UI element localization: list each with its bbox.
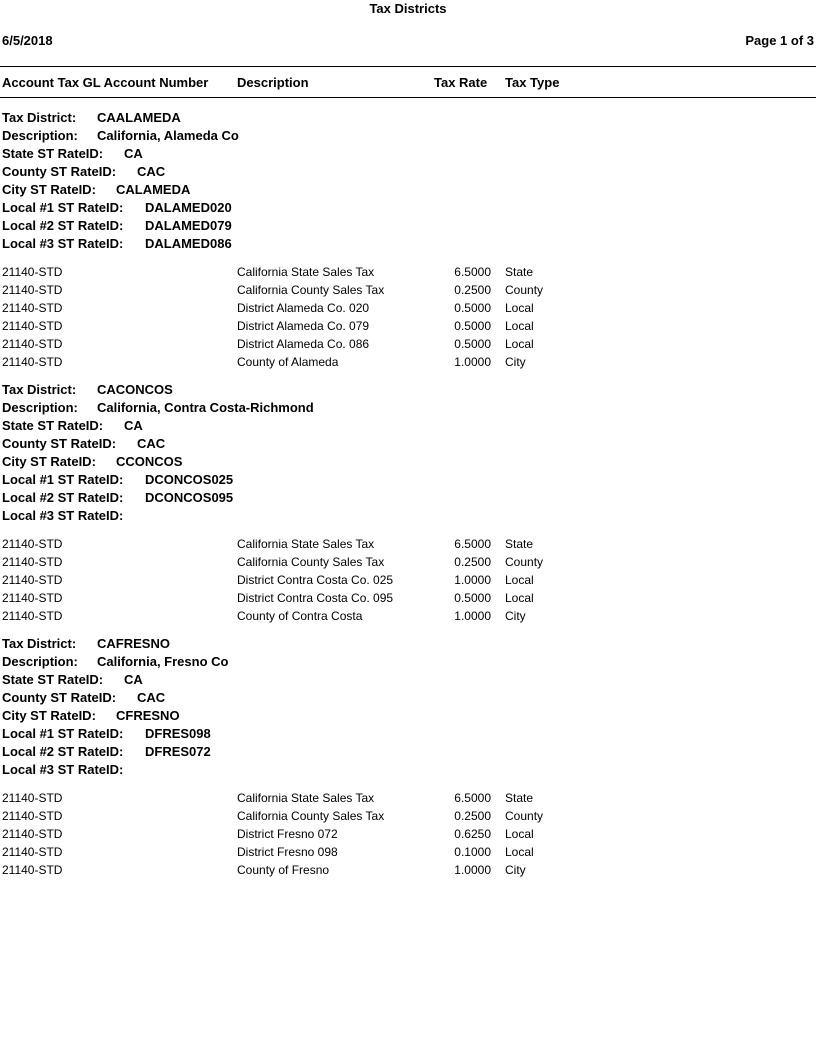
cell-description: County of Alameda <box>237 355 339 369</box>
district-field-city <box>2 707 814 725</box>
field-value: DALAMED020 <box>145 200 232 215</box>
district-block <box>2 109 814 381</box>
field-label: Local #2 ST RateID: <box>2 744 124 759</box>
cell-type: Local <box>505 319 534 333</box>
field-label: State ST RateID: <box>2 672 104 687</box>
district-field-local1 <box>2 725 814 743</box>
district-field-district <box>2 109 814 127</box>
cell-account: 21140-STD <box>2 301 63 315</box>
cell-account: 21140-STD <box>2 809 63 823</box>
field-value: CAC <box>137 436 166 451</box>
field-label: Tax District: <box>2 382 77 397</box>
district-block <box>2 381 814 635</box>
field-label: State ST RateID: <box>2 418 104 433</box>
field-label: Tax District: <box>2 110 77 125</box>
col-header-rate: Tax Rate <box>434 75 488 90</box>
field-value: CAC <box>137 690 166 705</box>
cell-description: District Alameda Co. 079 <box>237 319 370 333</box>
cell-account: 21140-STD <box>2 573 63 587</box>
cell-type: Local <box>505 573 534 587</box>
cell-rate: 0.5000 <box>454 337 491 351</box>
cell-description: District Contra Costa Co. 025 <box>237 573 394 587</box>
district-field-district <box>2 635 814 653</box>
table-row <box>2 299 814 317</box>
cell-rate: 0.5000 <box>454 591 491 605</box>
cell-type: State <box>505 791 534 805</box>
cell-account: 21140-STD <box>2 537 63 551</box>
district-field-local3 <box>2 235 814 253</box>
table-row <box>2 263 814 281</box>
cell-type: City <box>505 609 526 623</box>
cell-rate: 1.0000 <box>454 609 491 623</box>
field-label: City ST RateID: <box>2 708 96 723</box>
district-field-local2 <box>2 489 814 507</box>
cell-rate: 0.5000 <box>454 319 491 333</box>
table-row <box>2 607 814 625</box>
col-header-type: Tax Type <box>505 75 560 90</box>
field-value: DFRES072 <box>145 744 211 759</box>
cell-description: District Alameda Co. 086 <box>237 337 370 351</box>
field-label: City ST RateID: <box>2 454 96 469</box>
page-number: Page 1 of 3 <box>745 33 814 48</box>
field-value: CCONCOS <box>116 454 183 469</box>
cell-type: City <box>505 863 526 877</box>
cell-rate: 6.5000 <box>454 791 491 805</box>
cell-type: Local <box>505 591 534 605</box>
district-field-description <box>2 127 814 145</box>
field-value: DCONCOS095 <box>145 490 234 505</box>
cell-description: District Contra Costa Co. 095 <box>237 591 394 605</box>
cell-rate: 0.6250 <box>454 827 491 841</box>
cell-type: City <box>505 355 526 369</box>
table-row <box>2 317 814 335</box>
cell-account: 21140-STD <box>2 827 63 841</box>
cell-description: California State Sales Tax <box>237 265 375 279</box>
field-label: Description: <box>2 400 78 415</box>
field-value: CA <box>124 146 143 161</box>
cell-description: California State Sales Tax <box>237 537 375 551</box>
cell-type: County <box>505 809 544 823</box>
field-value: CFRESNO <box>116 708 180 723</box>
field-value: DCONCOS025 <box>145 472 234 487</box>
cell-account: 21140-STD <box>2 591 63 605</box>
cell-type: County <box>505 283 544 297</box>
table-row <box>2 335 814 353</box>
field-value: CA <box>124 672 143 687</box>
cell-type: Local <box>505 301 534 315</box>
field-label: City ST RateID: <box>2 182 96 197</box>
cell-rate: 0.1000 <box>454 845 491 859</box>
report-title: Tax Districts <box>369 1 447 16</box>
district-field-description <box>2 653 814 671</box>
cell-rate: 1.0000 <box>454 355 491 369</box>
table-row <box>2 861 814 879</box>
district-field-description <box>2 399 814 417</box>
district-field-district <box>2 381 814 399</box>
cell-rate: 6.5000 <box>454 265 491 279</box>
cell-account: 21140-STD <box>2 355 63 369</box>
field-value: CAFRESNO <box>97 636 170 651</box>
district-field-city <box>2 181 814 199</box>
district-field-city <box>2 453 814 471</box>
cell-type: State <box>505 537 534 551</box>
cell-description: County of Fresno <box>237 863 330 877</box>
field-value: California, Contra Costa-Richmond <box>97 400 314 415</box>
cell-type: State <box>505 265 534 279</box>
field-label: Local #2 ST RateID: <box>2 218 124 233</box>
cell-description: District Alameda Co. 020 <box>237 301 370 315</box>
cell-description: District Fresno 098 <box>237 845 338 859</box>
cell-type: Local <box>505 827 534 841</box>
table-row <box>2 789 814 807</box>
cell-account: 21140-STD <box>2 791 63 805</box>
cell-description: California County Sales Tax <box>237 283 385 297</box>
field-label: Local #3 ST RateID: <box>2 762 124 777</box>
cell-account: 21140-STD <box>2 283 63 297</box>
field-value: CACONCOS <box>97 382 173 397</box>
field-label: County ST RateID: <box>2 436 117 451</box>
district-field-state <box>2 145 814 163</box>
cell-description: California County Sales Tax <box>237 555 385 569</box>
report-body <box>2 109 814 889</box>
field-label: Local #1 ST RateID: <box>2 472 124 487</box>
cell-rate: 6.5000 <box>454 537 491 551</box>
district-field-local3 <box>2 761 814 779</box>
cell-rate: 0.5000 <box>454 301 491 315</box>
field-value: CAC <box>137 164 166 179</box>
field-label: Tax District: <box>2 636 77 651</box>
field-value: DFRES098 <box>145 726 211 741</box>
field-label: Local #3 ST RateID: <box>2 508 124 523</box>
col-header-account: Account Tax GL Account Number <box>2 75 209 90</box>
field-value: CALAMEDA <box>116 182 191 197</box>
field-value: DALAMED079 <box>145 218 232 233</box>
district-field-state <box>2 417 814 435</box>
district-field-county <box>2 163 814 181</box>
table-row <box>2 535 814 553</box>
field-label: Local #2 ST RateID: <box>2 490 124 505</box>
field-label: Description: <box>2 654 78 669</box>
table-row <box>2 825 814 843</box>
field-label: Local #1 ST RateID: <box>2 200 124 215</box>
cell-description: County of Contra Costa <box>237 609 363 623</box>
cell-account: 21140-STD <box>2 609 63 623</box>
field-label: County ST RateID: <box>2 164 117 179</box>
table-row <box>2 843 814 861</box>
table-row <box>2 589 814 607</box>
district-field-local1 <box>2 471 814 489</box>
report-date: 6/5/2018 <box>2 33 53 48</box>
table-row <box>2 807 814 825</box>
field-value: CAALAMEDA <box>97 110 181 125</box>
field-label: Local #3 ST RateID: <box>2 236 124 251</box>
cell-account: 21140-STD <box>2 337 63 351</box>
cell-type: Local <box>505 845 534 859</box>
cell-account: 21140-STD <box>2 319 63 333</box>
cell-rate: 1.0000 <box>454 573 491 587</box>
field-label: Description: <box>2 128 78 143</box>
cell-description: District Fresno 072 <box>237 827 338 841</box>
cell-account: 21140-STD <box>2 555 63 569</box>
field-label: Local #1 ST RateID: <box>2 726 124 741</box>
district-field-local2 <box>2 217 814 235</box>
table-row <box>2 553 814 571</box>
cell-account: 21140-STD <box>2 845 63 859</box>
cell-description: California State Sales Tax <box>237 791 375 805</box>
district-field-local2 <box>2 743 814 761</box>
header-rule-bottom <box>0 97 816 98</box>
cell-account: 21140-STD <box>2 265 63 279</box>
cell-rate: 0.2500 <box>454 555 491 569</box>
field-value: CA <box>124 418 143 433</box>
col-header-description: Description <box>237 75 309 90</box>
field-label: State ST RateID: <box>2 146 104 161</box>
district-field-county <box>2 435 814 453</box>
field-value: DALAMED086 <box>145 236 232 251</box>
district-field-county <box>2 689 814 707</box>
cell-description: California County Sales Tax <box>237 809 385 823</box>
cell-type: Local <box>505 337 534 351</box>
table-row <box>2 353 814 371</box>
field-label: County ST RateID: <box>2 690 117 705</box>
cell-rate: 1.0000 <box>454 863 491 877</box>
field-value: California, Alameda Co <box>97 128 239 143</box>
cell-type: County <box>505 555 544 569</box>
district-field-local1 <box>2 199 814 217</box>
cell-rate: 0.2500 <box>454 283 491 297</box>
cell-account: 21140-STD <box>2 863 63 877</box>
district-field-state <box>2 671 814 689</box>
district-field-local3 <box>2 507 814 525</box>
district-block <box>2 635 814 889</box>
header-rule-top <box>0 66 816 67</box>
table-row <box>2 281 814 299</box>
cell-rate: 0.2500 <box>454 809 491 823</box>
field-value: California, Fresno Co <box>97 654 229 669</box>
table-row <box>2 571 814 589</box>
